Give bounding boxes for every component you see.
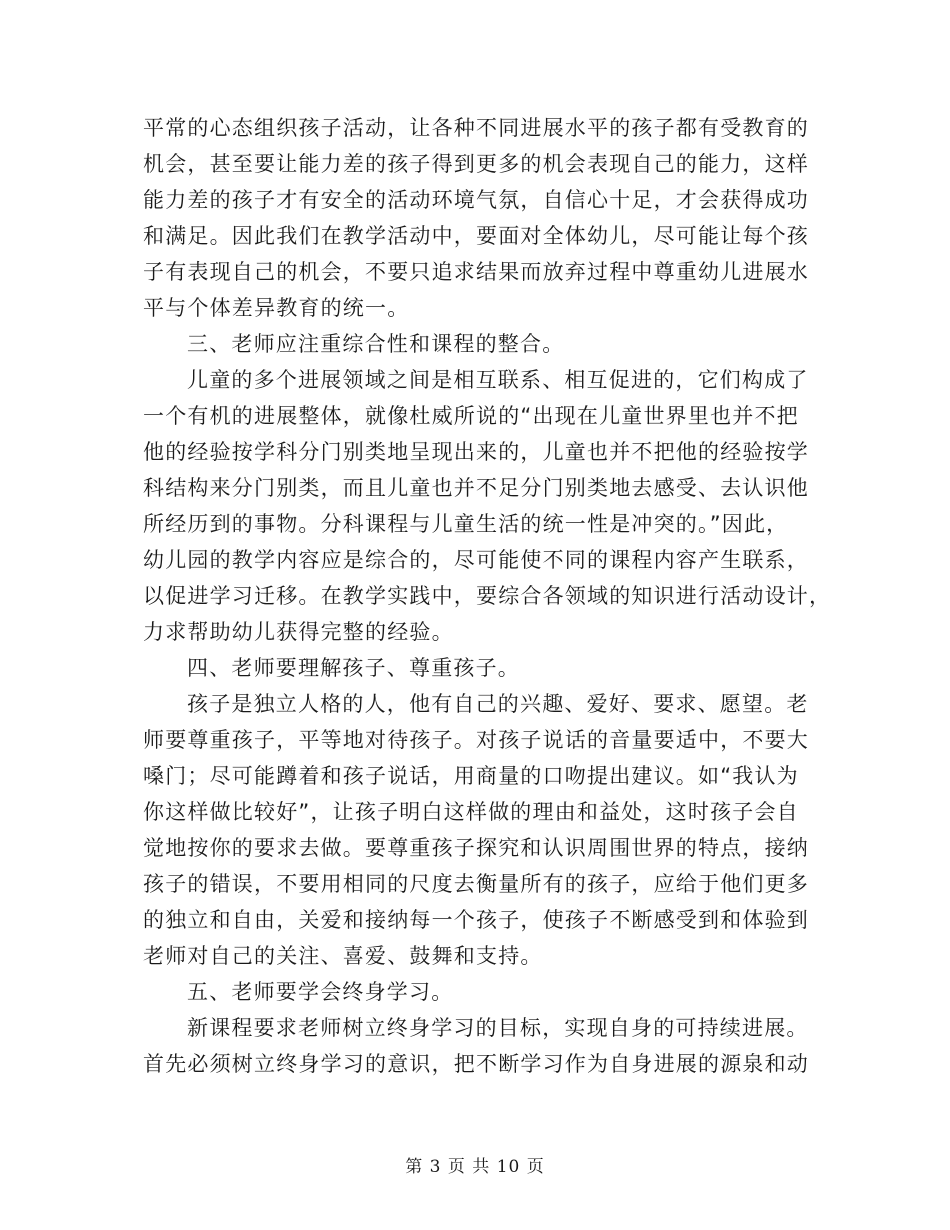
text-line: 子有表现自己的机会，不要只追求结果而放弃过程中尊重幼儿进展水 [143, 260, 809, 284]
text-line: 首先必须树立终身学习的意识，把不断学习作为自身进展的源泉和动 [143, 1052, 809, 1076]
text-line: 你这样做比较好”，让孩子明白这样做的理由和益处，这时孩子会自 [143, 800, 799, 824]
text-line: 的独立和自由，关爱和接纳每一个孩子，使孩子不断感受到和体验到 [143, 908, 809, 932]
text-line: 新课程要求老师树立终身学习的目标，实现自身的可持续进展。 [187, 1016, 809, 1040]
text-line: 科结构来分门别类，而且儿童也并不足分门别类地去感受、去认识他 [143, 476, 809, 500]
text-line: 机会，甚至要让能力差的孩子得到更多的机会表现自己的能力，这样 [143, 152, 809, 176]
document-body [143, 110, 832, 1082]
text-line: 觉地按你的要求去做。要尊重孩子探究和认识周围世界的特点，接纳 [143, 836, 809, 860]
text-line: 平常的心态组织孩子活动，让各种不同进展水平的孩子都有受教育的 [143, 116, 809, 140]
text-line: 以促进学习迁移。在教学实践中，要综合各领域的知识进行活动设计， [143, 584, 832, 608]
section-heading: 五、老师要学会终身学习。 [187, 980, 454, 1004]
text-line: 孩子的错误，不要用相同的尺度去衡量所有的孩子，应给于他们更多 [143, 872, 809, 896]
text-line: 能力差的孩子才有安全的活动环境气氛，自信心十足，才会获得成功 [143, 188, 809, 212]
text-line: 所经历到的事物。分科课程与儿童生活的统一性是冲突的。”因此， [143, 512, 789, 536]
text-line: 平与个体差异教育的统一。 [143, 296, 410, 320]
text-line: 他的经验按学科分门别类地呈现出来的，儿童也并不把他的经验按学 [143, 440, 809, 464]
text-line: 幼儿园的教学内容应是综合的，尽可能使不同的课程内容产生联系， [143, 548, 809, 572]
text-line: 力求帮助幼儿获得完整的经验。 [143, 620, 454, 644]
text-line: 嗓门；尽可能蹲着和孩子说话，用商量的口吻提出建议。如“我认为 [143, 764, 799, 788]
text-line: 孩子是独立人格的人，他有自己的兴趣、爱好、要求、愿望。老 [187, 692, 809, 716]
section-heading: 四、老师要理解孩子、尊重孩子。 [187, 656, 520, 680]
text-line: 儿童的多个进展领域之间是相互联系、相互促进的，它们构成了 [187, 368, 809, 392]
page-footer: 第 3 页 共 10 页 [405, 1157, 545, 1177]
text-line: 老师对自己的关注、喜爱、鼓舞和支持。 [143, 944, 543, 968]
text-line: 一个有机的进展整体，就像杜威所说的“出现在儿童世界里也并不把 [143, 404, 799, 428]
section-heading: 三、老师应注重综合性和课程的整合。 [187, 332, 565, 356]
text-line: 和满足。因此我们在教学活动中，要面对全体幼儿，尽可能让每个孩 [143, 224, 809, 248]
text-line: 师要尊重孩子，平等地对待孩子。对孩子说话的音量要适中，不要大 [143, 728, 809, 752]
